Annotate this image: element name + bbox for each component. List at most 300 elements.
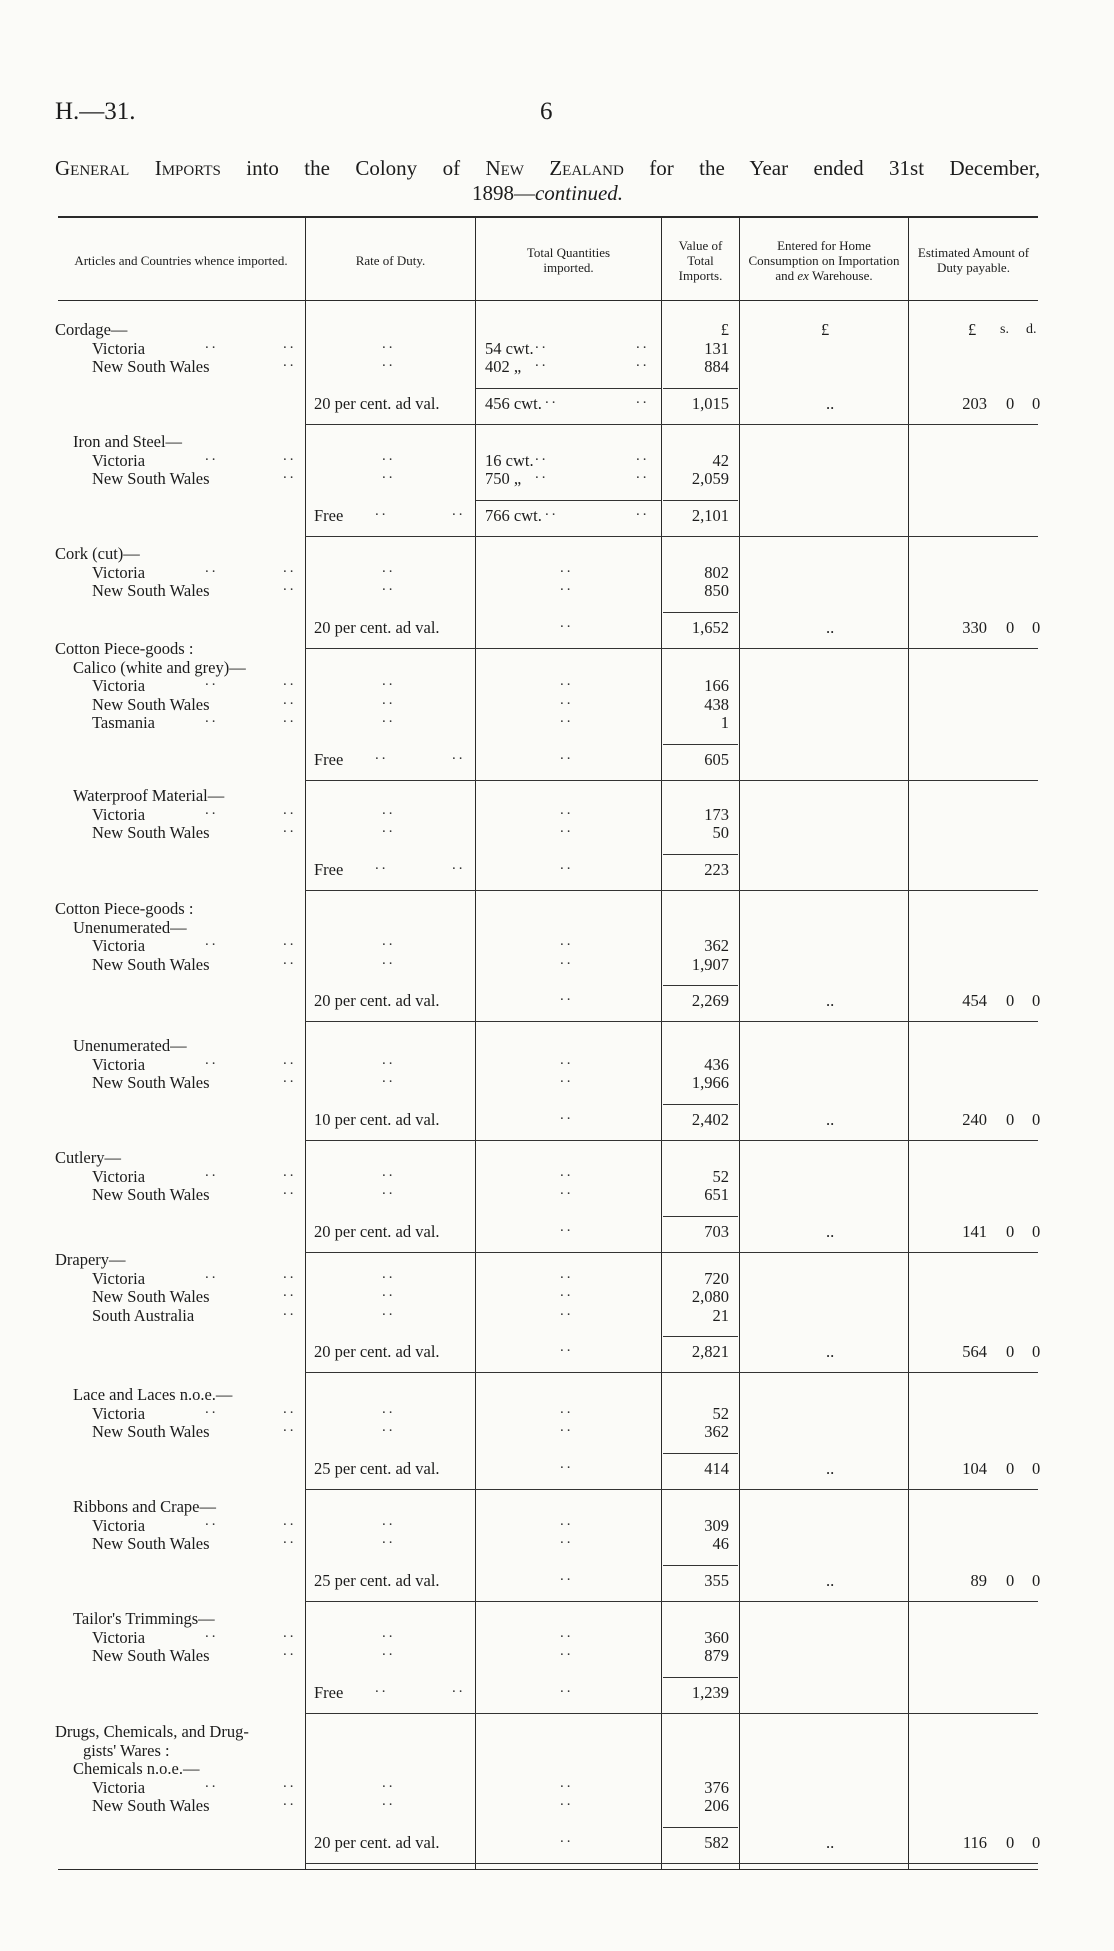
article-heading: Cutlery— (55, 1148, 121, 1167)
duty-pence: 0 (1032, 393, 1041, 413)
total-value: 703 (704, 1221, 729, 1241)
value-cell: 1,966 (691, 1073, 729, 1093)
leader-dots: .. (382, 447, 396, 464)
subtotal-rule (663, 1453, 738, 1454)
article-heading: Cordage— (55, 320, 128, 339)
leader-dots: .. (560, 1163, 574, 1180)
page-reference: H.—31. (55, 98, 136, 125)
leader-dots: .. (452, 747, 466, 763)
leader-dots: .. (283, 1163, 297, 1180)
leader-dots: .. (283, 820, 297, 837)
pound-sign: £ (968, 320, 977, 339)
leader-dots: .. (636, 390, 650, 407)
leader-dots: .. (283, 466, 297, 483)
leader-dots: .. (283, 1793, 297, 1810)
leader-dots: .. (560, 710, 574, 727)
value-cell: 42 (712, 450, 729, 470)
col-header-value: Value of Total Imports. (678, 237, 723, 283)
rate-of-duty: Free (314, 859, 344, 879)
leader-dots: .. (560, 988, 574, 1005)
leader-dots: .. (283, 933, 297, 950)
leader-dots: .. (545, 390, 559, 407)
leader-dots: .. (382, 1182, 396, 1199)
subtotal-rule (663, 1827, 738, 1828)
leader-dots: .. (283, 1419, 297, 1436)
duty-shillings: 0 (1006, 1570, 1015, 1590)
title-word: Imports (154, 156, 221, 180)
entered-cell: .. (826, 1109, 835, 1129)
country-name: New South Wales (92, 357, 210, 377)
value-cell: 436 (704, 1054, 729, 1074)
title-word: ended (813, 156, 864, 180)
duty-pence: 0 (1032, 1221, 1041, 1241)
leader-dots: .. (452, 1679, 466, 1696)
leader-dots: .. (535, 447, 549, 464)
subtotal-rule (305, 1372, 1038, 1373)
leader-dots: .. (382, 1624, 396, 1641)
leader-dots: .. (205, 933, 219, 950)
leader-dots: .. (560, 1830, 574, 1846)
subtotal-rule (663, 1104, 738, 1105)
leader-dots: .. (205, 801, 219, 818)
leader-dots: .. (283, 1774, 297, 1791)
value-cell: 206 (704, 1796, 729, 1816)
col-header-quantities: Total Quantities imported. (526, 245, 611, 275)
total-value: 1,239 (691, 1682, 729, 1702)
leader-dots: .. (452, 856, 466, 873)
value-cell: 131 (704, 338, 729, 358)
subtotal-rule (305, 1140, 1038, 1141)
leader-dots: .. (382, 1774, 396, 1791)
value-cell: 362 (704, 936, 729, 956)
leader-dots: .. (375, 747, 389, 763)
duty-shillings: 0 (1006, 1221, 1015, 1241)
title-word: 31st (889, 156, 925, 180)
article-heading: Waterproof Material— (73, 786, 225, 805)
entered-cell: .. (826, 1221, 835, 1241)
leader-dots: .. (205, 1624, 219, 1641)
quantity-cell: 54 cwt. (485, 338, 534, 358)
leader-dots: .. (636, 335, 650, 352)
subtotal-rule (663, 1677, 738, 1678)
leader-dots: .. (205, 1051, 219, 1068)
value-cell: 2,059 (691, 469, 729, 489)
duty-pence: 0 (1032, 1570, 1041, 1590)
rate-of-duty: 20 per cent. ad val. (314, 1221, 440, 1241)
leader-dots: .. (283, 1531, 297, 1548)
leader-dots: .. (283, 1400, 297, 1417)
leader-dots: .. (283, 1070, 297, 1087)
leader-dots: .. (382, 578, 396, 595)
leader-dots: .. (283, 354, 297, 371)
subtotal-rule (663, 388, 738, 389)
duty-pence: 0 (1032, 991, 1041, 1011)
leader-dots: .. (205, 335, 219, 352)
country-name: Victoria (92, 562, 146, 582)
leader-dots: .. (560, 559, 574, 576)
country-name: Victoria (92, 936, 146, 956)
value-cell: 309 (704, 1515, 729, 1535)
leader-dots: .. (560, 1567, 574, 1584)
leader-dots: .. (382, 1419, 396, 1436)
leader-dots: .. (560, 1339, 574, 1356)
rate-of-duty: Free (314, 750, 344, 769)
country-name: New South Wales (92, 1422, 210, 1442)
leader-dots: .. (560, 856, 574, 873)
rate-of-duty: 20 per cent. ad val. (314, 393, 440, 413)
total-value: 1,652 (691, 617, 729, 637)
value-cell: 50 (712, 823, 729, 843)
country-name: New South Wales (92, 1185, 210, 1205)
leader-dots: .. (382, 1400, 396, 1417)
total-value: 2,402 (691, 1109, 729, 1129)
rate-of-duty: 25 per cent. ad val. (314, 1570, 440, 1590)
subtotal-rule (305, 780, 1038, 781)
value-cell: 802 (704, 562, 729, 582)
leader-dots: .. (205, 710, 219, 727)
leader-dots: .. (382, 1163, 396, 1180)
leader-dots: .. (382, 691, 396, 708)
leader-dots: .. (382, 1265, 396, 1282)
leader-dots: .. (560, 1679, 574, 1696)
entered-cell: .. (826, 1458, 835, 1478)
leader-dots: .. (205, 1265, 219, 1282)
subtotal-rule (305, 1489, 1038, 1490)
article-heading: Tailor's Trimmings— (73, 1609, 215, 1628)
subtotal-rule (663, 854, 738, 855)
duty-pence: 0 (1032, 1342, 1041, 1362)
leader-dots: .. (560, 951, 574, 968)
leader-dots: .. (382, 820, 396, 837)
pound-sign: £ (821, 320, 830, 339)
leader-dots: .. (560, 1531, 574, 1548)
title-year: 1898— (471, 181, 535, 205)
leader-dots: .. (535, 466, 549, 483)
leader-dots: .. (283, 1284, 297, 1301)
leader-dots: .. (560, 1218, 574, 1235)
leader-dots: .. (535, 335, 549, 352)
title-word: into (246, 156, 279, 180)
leader-dots: .. (205, 1512, 219, 1529)
leader-dots: .. (382, 951, 396, 968)
title-word: Colony (355, 156, 418, 180)
country-name: New South Wales (92, 581, 210, 601)
entered-cell: .. (826, 1833, 835, 1852)
total-quantity: 766 cwt. (485, 505, 542, 525)
leader-dots: .. (205, 559, 219, 576)
leader-dots: .. (375, 856, 389, 873)
value-cell: 52 (712, 1403, 729, 1423)
country-name: Victoria (92, 1777, 146, 1797)
entered-text-a: Entered for Home Consumption on Importation and (748, 237, 900, 283)
total-value: 355 (704, 1570, 729, 1590)
subtotal-rule (663, 1336, 738, 1337)
country-name: New South Wales (92, 1796, 210, 1816)
rate-of-duty: 20 per cent. ad val. (314, 1833, 440, 1852)
subtotal-rule (305, 1601, 1038, 1602)
article-heading: Drugs, Chemicals, and Drug- (55, 1722, 249, 1741)
rate-of-duty: 20 per cent. ad val. (314, 1342, 440, 1362)
duty-pounds: 330 (962, 617, 987, 637)
country-name: Victoria (92, 1166, 146, 1186)
leader-dots: .. (382, 1643, 396, 1660)
country-name: New South Wales (92, 1534, 210, 1554)
leader-dots: .. (560, 614, 574, 631)
leader-dots: .. (283, 1051, 297, 1068)
shillings-label: s. (1000, 322, 1009, 337)
subtotal-rule (305, 1863, 1038, 1864)
total-value: 2,269 (691, 991, 729, 1011)
leader-dots: .. (283, 710, 297, 727)
duty-pounds: 203 (962, 393, 987, 413)
value-cell: 879 (704, 1646, 729, 1666)
leader-dots: .. (545, 502, 559, 519)
rate-of-duty: 20 per cent. ad val. (314, 991, 440, 1011)
country-name: New South Wales (92, 954, 210, 974)
total-value: 1,015 (691, 393, 729, 413)
value-cell: 46 (712, 1534, 729, 1554)
total-value: 605 (704, 750, 729, 769)
pence-label: d. (1026, 322, 1037, 337)
leader-dots: .. (382, 559, 396, 576)
leader-dots: .. (382, 1302, 396, 1319)
subtotal-rule (476, 500, 661, 501)
article-heading: Cotton Piece-goods : (55, 639, 194, 658)
quantity-cell: 750 „ (485, 469, 522, 489)
value-cell: 173 (704, 804, 729, 824)
country-name: Victoria (92, 1403, 146, 1423)
leader-dots: .. (283, 1302, 297, 1319)
leader-dots: .. (560, 1051, 574, 1068)
quantity-cell: 402 „ (485, 357, 522, 377)
country-name: New South Wales (92, 823, 210, 843)
leader-dots: .. (205, 1400, 219, 1417)
article-heading: Cork (cut)— (55, 544, 140, 563)
value-cell: 850 (704, 581, 729, 601)
rate-of-duty: Free (314, 1682, 344, 1702)
leader-dots: .. (382, 673, 396, 690)
leader-dots: .. (560, 747, 574, 763)
article-heading: Drapery— (55, 1250, 126, 1269)
leader-dots: .. (382, 710, 396, 727)
entered-cell: .. (826, 1570, 835, 1590)
value-cell: 360 (704, 1627, 729, 1647)
leader-dots: .. (382, 1531, 396, 1548)
leader-dots: .. (560, 820, 574, 837)
article-heading: Calico (white and grey)— (73, 657, 246, 677)
country-name: Victoria (92, 450, 146, 470)
value-cell: 21 (712, 1305, 729, 1325)
entered-text-b: Warehouse. (808, 267, 873, 283)
col-header-duty: Estimated Amount of Duty payable. (917, 245, 1030, 275)
leader-dots: .. (205, 1163, 219, 1180)
quantity-cell: 16 cwt. (485, 450, 534, 470)
leader-dots: .. (283, 951, 297, 968)
entered-ex: ex (797, 267, 809, 283)
leader-dots: .. (560, 1643, 574, 1660)
duty-shillings: 0 (1006, 617, 1015, 637)
leader-dots: .. (560, 1624, 574, 1641)
title-word: Zealand (549, 156, 624, 180)
leader-dots: .. (283, 1265, 297, 1282)
leader-dots: .. (636, 447, 650, 464)
country-name: Victoria (92, 1627, 146, 1647)
leader-dots: .. (636, 502, 650, 519)
country-name: Victoria (92, 804, 146, 824)
leader-dots: .. (205, 447, 219, 464)
article-heading: Ribbons and Crape— (73, 1497, 216, 1516)
subtotal-rule (305, 648, 1038, 649)
title-word: Year (749, 156, 789, 180)
value-cell: 1 (720, 713, 729, 733)
total-value: 414 (704, 1458, 729, 1478)
leader-dots: .. (560, 1106, 574, 1123)
leader-dots: .. (205, 1774, 219, 1791)
title-word: of (442, 156, 461, 180)
leader-dots: .. (283, 673, 297, 690)
subtotal-rule (663, 612, 738, 613)
subtotal-rule (663, 744, 738, 745)
duty-pounds: 104 (962, 1458, 987, 1478)
article-heading: gists' Wares : (83, 1740, 170, 1760)
duty-shillings: 0 (1006, 1458, 1015, 1478)
leader-dots: .. (283, 578, 297, 595)
title-word: the (699, 156, 725, 180)
country-name: New South Wales (92, 469, 210, 489)
subtotal-rule (305, 1021, 1038, 1022)
total-quantity: 456 cwt. (485, 393, 542, 413)
value-cell: 720 (704, 1268, 729, 1288)
entered-cell: .. (826, 1342, 835, 1362)
value-cell: 2,080 (691, 1287, 729, 1307)
page-number: 6 (540, 98, 553, 125)
leader-dots: .. (560, 933, 574, 950)
article-heading: Unenumerated— (73, 1036, 187, 1055)
leader-dots: .. (382, 1793, 396, 1810)
leader-dots: .. (560, 1512, 574, 1529)
leader-dots: .. (560, 1419, 574, 1436)
leader-dots: .. (375, 1679, 389, 1696)
entered-cell: .. (826, 617, 835, 637)
country-name: Victoria (92, 676, 146, 696)
subtotal-rule (663, 500, 738, 501)
article-heading: Chemicals n.o.e.— (73, 1759, 200, 1779)
total-value: 582 (704, 1833, 729, 1852)
value-cell: 166 (704, 676, 729, 696)
total-value: 2,101 (691, 505, 729, 525)
country-name: South Australia (92, 1305, 195, 1325)
leader-dots: .. (283, 447, 297, 464)
value-cell: 884 (704, 357, 729, 377)
subtotal-rule (305, 536, 1038, 537)
duty-pounds: 240 (962, 1109, 987, 1129)
subtotal-rule (663, 1565, 738, 1566)
entered-cell: .. (826, 991, 835, 1011)
total-value: 2,821 (691, 1342, 729, 1362)
leader-dots: .. (560, 1793, 574, 1810)
leader-dots: .. (452, 502, 466, 519)
title-word: New (485, 156, 524, 180)
leader-dots: .. (382, 933, 396, 950)
country-name: Victoria (92, 1054, 146, 1074)
duty-shillings: 0 (1006, 1109, 1015, 1129)
leader-dots: .. (382, 354, 396, 371)
subtotal-rule (663, 1216, 738, 1217)
duty-pounds: 564 (962, 1342, 987, 1362)
subtotal-rule (305, 1252, 1038, 1253)
col-header-rate: Rate of Duty. (355, 252, 426, 268)
country-name: New South Wales (92, 694, 210, 714)
col-header-articles: Articles and Countries whence imported. (74, 252, 288, 268)
leader-dots: .. (382, 1512, 396, 1529)
leader-dots: .. (205, 673, 219, 690)
value-cell: 52 (712, 1166, 729, 1186)
value-cell: 1,907 (691, 954, 729, 974)
subtotal-rule (476, 388, 661, 389)
leader-dots: .. (560, 1182, 574, 1199)
leader-dots: .. (560, 801, 574, 818)
leader-dots: .. (283, 559, 297, 576)
country-name: New South Wales (92, 1287, 210, 1307)
duty-shillings: 0 (1006, 1342, 1015, 1362)
leader-dots: .. (283, 1643, 297, 1660)
leader-dots: .. (636, 466, 650, 483)
duty-pence: 0 (1032, 1109, 1041, 1129)
leader-dots: .. (560, 1400, 574, 1417)
leader-dots: .. (382, 801, 396, 818)
leader-dots: .. (283, 1182, 297, 1199)
pound-sign: £ (720, 320, 729, 339)
title-word: General (55, 156, 130, 180)
subtotal-rule (305, 1713, 1038, 1714)
leader-dots: .. (560, 578, 574, 595)
country-name: Tasmania (92, 713, 155, 733)
leader-dots: .. (560, 691, 574, 708)
country-name: New South Wales (92, 1646, 210, 1666)
title-continued: continued. (534, 181, 624, 205)
leader-dots: .. (535, 354, 549, 371)
subtotal-rule (305, 890, 1038, 891)
leader-dots: .. (382, 1051, 396, 1068)
total-value: 223 (704, 859, 729, 879)
duty-pounds: 141 (962, 1221, 987, 1241)
subtotal-rule (305, 424, 1038, 425)
leader-dots: .. (560, 1302, 574, 1319)
leader-dots: .. (560, 673, 574, 690)
duty-pence: 0 (1032, 617, 1041, 637)
value-cell: 438 (704, 694, 729, 714)
article-heading: Lace and Laces n.o.e.— (73, 1385, 233, 1404)
duty-shillings: 0 (1006, 991, 1015, 1011)
duty-shillings: 0 (1006, 393, 1015, 413)
leader-dots: .. (283, 1624, 297, 1641)
title-word: for (649, 156, 674, 180)
duty-pence: 0 (1032, 1458, 1041, 1478)
subtotal-rule (663, 985, 738, 986)
leader-dots: .. (382, 1070, 396, 1087)
value-cell: 376 (704, 1777, 729, 1797)
duty-shillings: 0 (1006, 1833, 1015, 1852)
duty-pounds: 454 (962, 991, 987, 1011)
leader-dots: .. (283, 1512, 297, 1529)
rate-of-duty: 20 per cent. ad val. (314, 617, 440, 637)
duty-pence: 0 (1032, 1833, 1041, 1852)
rate-of-duty: 10 per cent. ad val. (314, 1109, 440, 1129)
title-word: December, (949, 156, 1041, 180)
leader-dots: .. (560, 1070, 574, 1087)
duty-pounds: 89 (970, 1570, 987, 1590)
rate-of-duty: Free (314, 505, 344, 525)
